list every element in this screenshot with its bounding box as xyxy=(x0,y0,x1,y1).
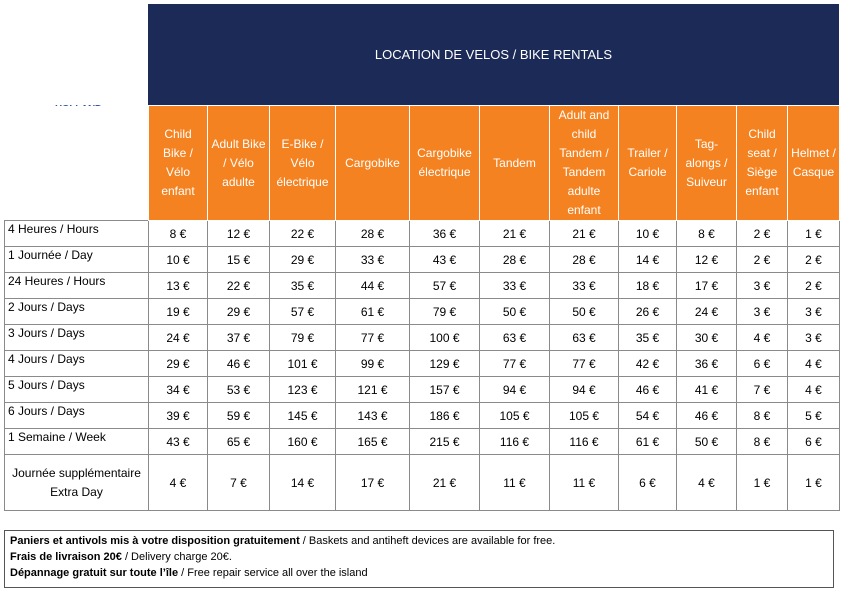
price-cell: 28 € xyxy=(550,247,619,273)
notes-box xyxy=(4,530,834,588)
note-bold: Paniers et antivols mis à votre disposition gratuitement xyxy=(10,535,300,547)
column-header: Adult Bike / Vélo adulte xyxy=(208,106,270,221)
price-cell: 12 € xyxy=(208,221,270,247)
price-cell: 10 € xyxy=(149,247,208,273)
price-cell: 1 € xyxy=(788,455,840,511)
price-cell: 4 € xyxy=(677,455,737,511)
price-cell: 8 € xyxy=(737,403,788,429)
price-cell: 2 € xyxy=(788,273,840,299)
price-cell: 39 € xyxy=(149,403,208,429)
column-header: Trailer / Cariole xyxy=(619,106,677,221)
price-cell: 34 € xyxy=(149,377,208,403)
price-cell: 42 € xyxy=(619,351,677,377)
price-cell: 29 € xyxy=(208,299,270,325)
price-cell: 101 € xyxy=(270,351,336,377)
note-bold: Frais de livraison 20€ xyxy=(10,551,122,563)
column-header: Adult and child Tandem / Tandem adulte enfant xyxy=(550,106,619,221)
price-cell: 30 € xyxy=(677,325,737,351)
price-cell: 37 € xyxy=(208,325,270,351)
banner-title: LOCATION DE VELOS / BIKE RENTALS xyxy=(374,47,613,62)
extra-day-row xyxy=(5,455,840,511)
price-cell: 35 € xyxy=(619,325,677,351)
price-cell: 21 € xyxy=(480,221,550,247)
column-header: Tandem xyxy=(480,106,550,221)
price-cell: 28 € xyxy=(480,247,550,273)
duration-label xyxy=(5,455,149,511)
price-cell: 215 € xyxy=(410,429,480,455)
duration-label: 4 Heures / Hours xyxy=(5,221,149,247)
price-cell: 1 € xyxy=(737,455,788,511)
price-cell: 186 € xyxy=(410,403,480,429)
price-cell: 116 € xyxy=(550,429,619,455)
price-cell: 165 € xyxy=(336,429,410,455)
price-cell: 65 € xyxy=(208,429,270,455)
table-row xyxy=(5,273,840,299)
price-cell: 99 € xyxy=(336,351,410,377)
duration-label: 1 Journée / Day xyxy=(5,247,149,273)
table-row xyxy=(5,403,840,429)
table-row xyxy=(5,299,840,325)
price-cell: 46 € xyxy=(619,377,677,403)
table-row xyxy=(5,351,840,377)
price-cell: 13 € xyxy=(149,273,208,299)
column-header: Cargobike électrique xyxy=(410,106,480,221)
price-cell: 2 € xyxy=(737,221,788,247)
price-cell: 54 € xyxy=(619,403,677,429)
price-cell: 21 € xyxy=(410,455,480,511)
price-cell: 36 € xyxy=(410,221,480,247)
price-cell: 5 € xyxy=(788,403,840,429)
note-bold: Dépannage gratuit sur toute l’île xyxy=(10,567,179,579)
column-header: Cargobike xyxy=(336,106,410,221)
price-cell: 46 € xyxy=(208,351,270,377)
price-cell: 29 € xyxy=(149,351,208,377)
price-cell: 8 € xyxy=(737,429,788,455)
price-cell: 8 € xyxy=(677,221,737,247)
price-cell: 24 € xyxy=(149,325,208,351)
price-cell: 145 € xyxy=(270,403,336,429)
price-cell: 4 € xyxy=(149,455,208,511)
price-cell: 22 € xyxy=(270,221,336,247)
price-cell: 1 € xyxy=(788,221,840,247)
note-text: / Baskets and antiheft devices are available for free. xyxy=(299,535,556,547)
price-cell: 57 € xyxy=(270,299,336,325)
table-row xyxy=(5,429,840,455)
price-cell: 3 € xyxy=(737,299,788,325)
price-cell: 3 € xyxy=(788,299,840,325)
price-cell: 35 € xyxy=(270,273,336,299)
table-row xyxy=(5,377,840,403)
price-cell: 33 € xyxy=(336,247,410,273)
price-cell: 33 € xyxy=(480,273,550,299)
column-header: E-Bike / Vélo électrique xyxy=(270,106,336,221)
price-cell: 26 € xyxy=(619,299,677,325)
table-row xyxy=(5,247,840,273)
price-cell: 2 € xyxy=(737,247,788,273)
corner-cell xyxy=(5,106,149,221)
price-cell: 61 € xyxy=(619,429,677,455)
price-cell: 7 € xyxy=(737,377,788,403)
price-cell: 17 € xyxy=(677,273,737,299)
price-cell: 7 € xyxy=(208,455,270,511)
price-cell: 29 € xyxy=(270,247,336,273)
duration-label: 4 Jours / Days xyxy=(5,351,149,377)
price-cell: 121 € xyxy=(336,377,410,403)
price-cell: 17 € xyxy=(336,455,410,511)
price-cell: 6 € xyxy=(619,455,677,511)
price-cell: 50 € xyxy=(480,299,550,325)
price-cell: 57 € xyxy=(410,273,480,299)
duration-label: 6 Jours / Days xyxy=(5,403,149,429)
price-cell: 94 € xyxy=(550,377,619,403)
price-rows xyxy=(5,221,840,511)
price-cell: 143 € xyxy=(336,403,410,429)
column-header-row xyxy=(5,106,840,221)
price-cell: 28 € xyxy=(336,221,410,247)
price-cell: 160 € xyxy=(270,429,336,455)
note-line xyxy=(10,549,833,565)
price-cell: 50 € xyxy=(677,429,737,455)
price-cell: 8 € xyxy=(149,221,208,247)
table-row xyxy=(5,221,840,247)
price-cell: 59 € xyxy=(208,403,270,429)
price-cell: 12 € xyxy=(677,247,737,273)
column-header: Child seat / Siège enfant xyxy=(737,106,788,221)
table-row xyxy=(5,325,840,351)
price-cell: 33 € xyxy=(550,273,619,299)
price-cell: 11 € xyxy=(480,455,550,511)
price-cell: 3 € xyxy=(737,273,788,299)
price-cell: 43 € xyxy=(410,247,480,273)
extra-day-label-en: Extra Day xyxy=(50,484,103,499)
banner xyxy=(148,4,839,105)
price-cell: 24 € xyxy=(677,299,737,325)
rental-price-table xyxy=(4,105,840,511)
duration-label: 1 Semaine / Week xyxy=(5,429,149,455)
price-cell: 3 € xyxy=(788,325,840,351)
price-cell: 4 € xyxy=(788,377,840,403)
price-cell: 15 € xyxy=(208,247,270,273)
price-cell: 63 € xyxy=(480,325,550,351)
price-cell: 11 € xyxy=(550,455,619,511)
note-line xyxy=(10,533,833,549)
price-cell: 63 € xyxy=(550,325,619,351)
extra-day-label-fr: Journée supplémentaire xyxy=(12,465,141,480)
price-cell: 10 € xyxy=(619,221,677,247)
price-cell: 43 € xyxy=(149,429,208,455)
price-cell: 79 € xyxy=(410,299,480,325)
price-cell: 14 € xyxy=(619,247,677,273)
price-cell: 50 € xyxy=(550,299,619,325)
price-cell: 6 € xyxy=(788,429,840,455)
price-cell: 19 € xyxy=(149,299,208,325)
column-header: Tag-alongs / Suiveur xyxy=(677,106,737,221)
price-cell: 14 € xyxy=(270,455,336,511)
price-cell: 44 € xyxy=(336,273,410,299)
price-cell: 4 € xyxy=(737,325,788,351)
price-cell: 6 € xyxy=(737,351,788,377)
price-cell: 36 € xyxy=(677,351,737,377)
column-header: Helmet / Casque xyxy=(788,106,840,221)
duration-label: 3 Jours / Days xyxy=(5,325,149,351)
price-cell: 22 € xyxy=(208,273,270,299)
note-text: / Delivery charge 20€. xyxy=(121,551,232,563)
duration-label: 5 Jours / Days xyxy=(5,377,149,403)
price-cell: 4 € xyxy=(788,351,840,377)
price-cell: 61 € xyxy=(336,299,410,325)
note-line xyxy=(10,565,833,581)
price-cell: 94 € xyxy=(480,377,550,403)
duration-label: 24 Heures / Hours xyxy=(5,273,149,299)
price-cell: 77 € xyxy=(550,351,619,377)
note-text: / Free repair service all over the island xyxy=(178,567,368,579)
price-cell: 79 € xyxy=(270,325,336,351)
price-cell: 41 € xyxy=(677,377,737,403)
price-cell: 105 € xyxy=(480,403,550,429)
price-cell: 53 € xyxy=(208,377,270,403)
price-cell: 18 € xyxy=(619,273,677,299)
column-header: Child Bike / Vélo enfant xyxy=(149,106,208,221)
price-cell: 46 € xyxy=(677,403,737,429)
price-cell: 123 € xyxy=(270,377,336,403)
price-cell: 77 € xyxy=(336,325,410,351)
price-cell: 157 € xyxy=(410,377,480,403)
price-cell: 129 € xyxy=(410,351,480,377)
price-cell: 21 € xyxy=(550,221,619,247)
price-cell: 116 € xyxy=(480,429,550,455)
price-cell: 77 € xyxy=(480,351,550,377)
price-cell: 100 € xyxy=(410,325,480,351)
duration-label: 2 Jours / Days xyxy=(5,299,149,325)
price-cell: 2 € xyxy=(788,247,840,273)
price-cell: 105 € xyxy=(550,403,619,429)
